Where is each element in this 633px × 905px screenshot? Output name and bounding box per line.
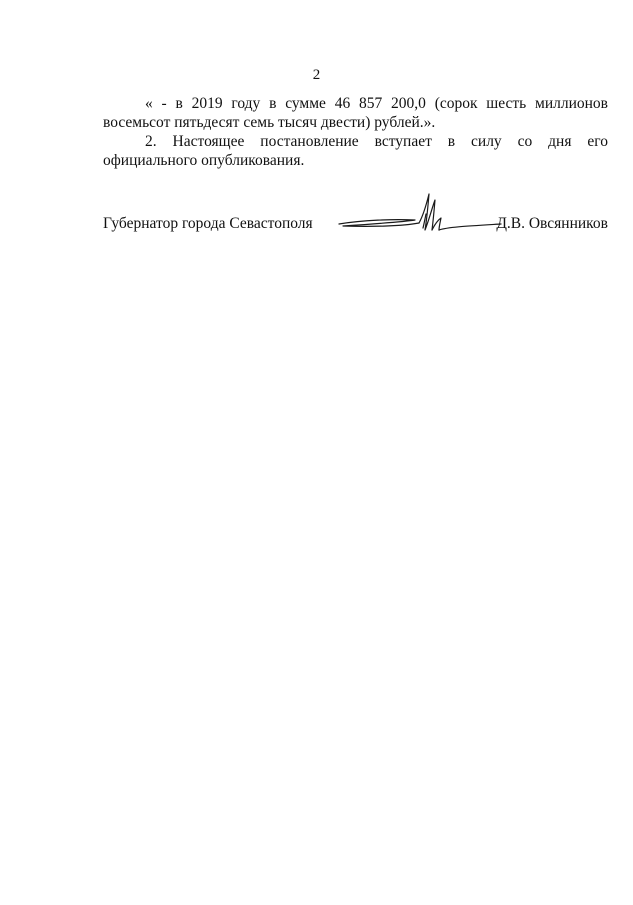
document-body [103, 94, 608, 170]
handwritten-signature [333, 186, 503, 244]
paragraph-amount-clause: « - в 2019 году в сумме 46 857 200,0 (сорок шесть миллионов восемьсот пятьдесят семь тысяч двести) рублей.». [103, 95, 608, 131]
signature-block [103, 214, 608, 238]
signer-name: Д.В. Овсянников [496, 215, 608, 232]
signer-title: Губернатор города Севастополя [103, 215, 313, 232]
page-number: 2 [312, 67, 321, 83]
paragraph-effective-date: 2. Настоящее постановление вступает в силу со дня его официального опубликования. [103, 133, 608, 169]
